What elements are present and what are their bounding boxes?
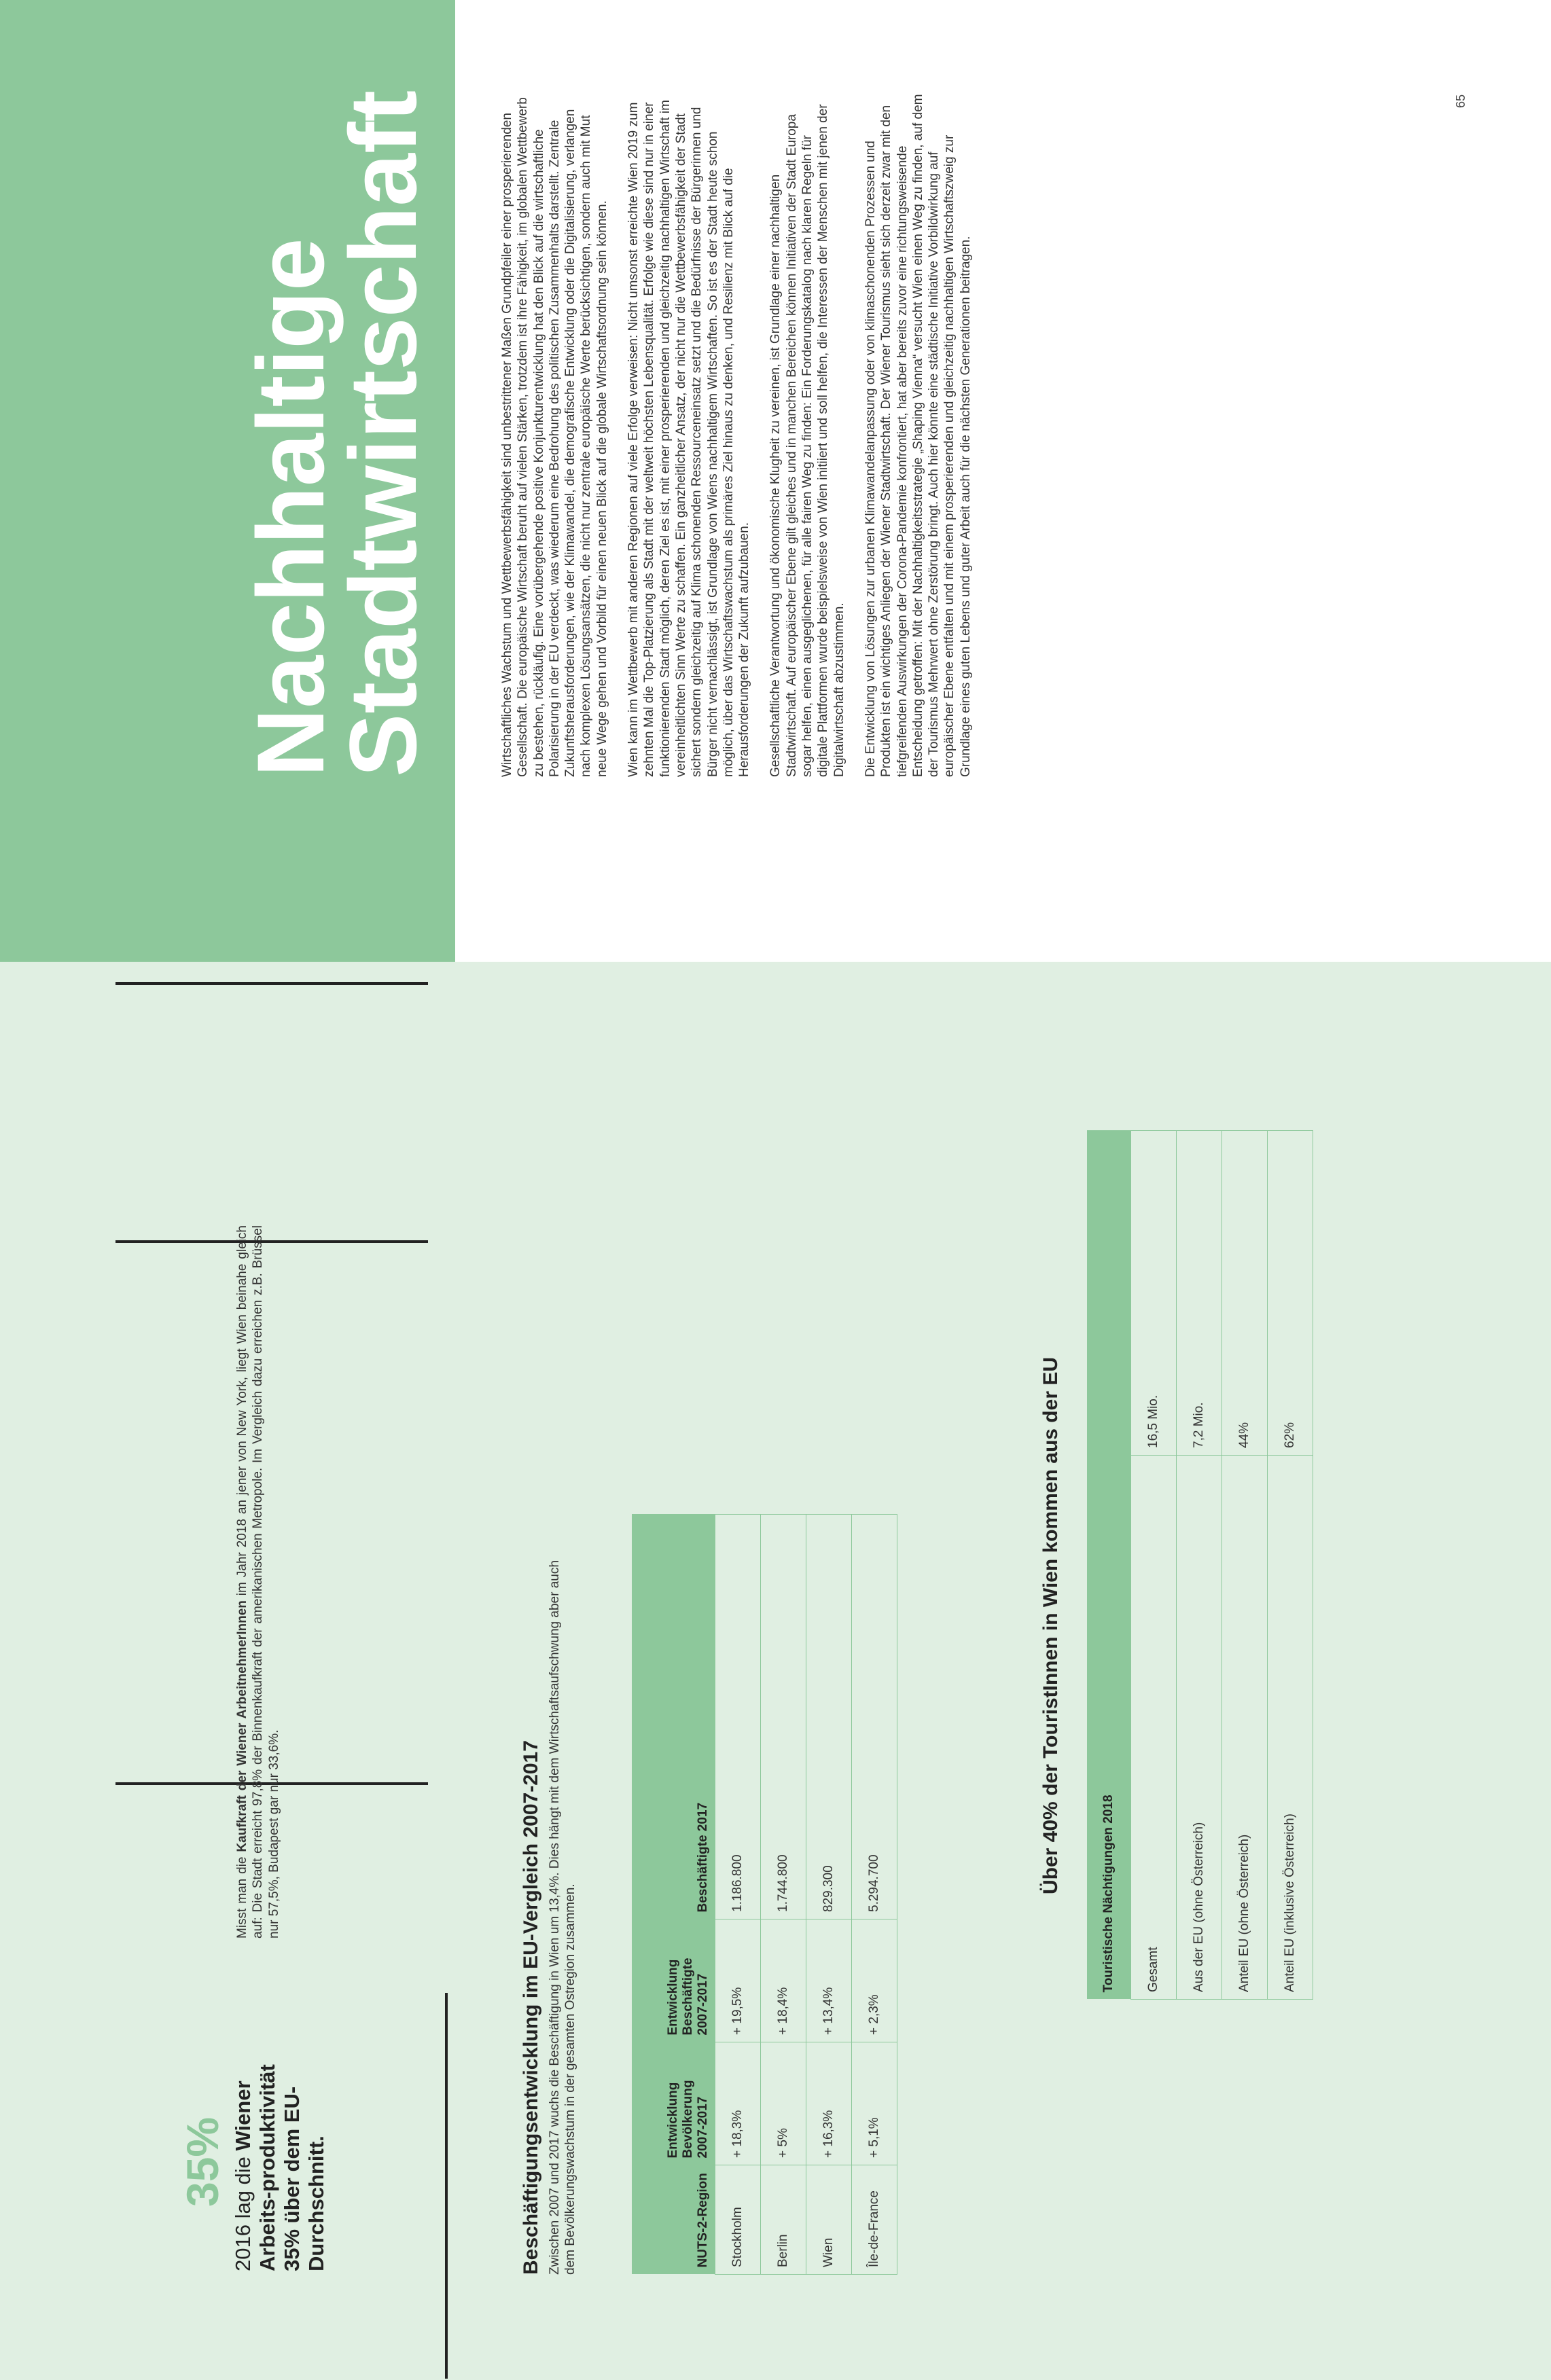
column-header: Beschäftigte 2017 xyxy=(632,1515,715,1919)
tourism-table xyxy=(1087,1130,1313,2000)
table-row xyxy=(1131,1131,1177,2000)
title-line-2: Stadtwirtschaft xyxy=(329,90,436,777)
highlight-statement-prefix: 2016 lag die xyxy=(231,2150,255,2271)
table-cell: 1.186.800 xyxy=(715,1515,761,1919)
table-cell: + 2,3% xyxy=(852,1919,897,2042)
table-cell: + 5% xyxy=(761,2042,806,2165)
highlight-number: 35% xyxy=(177,2116,228,2207)
table-cell: Anteil EU (inklusive Österreich) xyxy=(1268,1456,1313,2000)
table-cell: + 18,3% xyxy=(715,2042,761,2165)
employment-heading: Beschäftigungsentwicklung im EU-Vergleich 2007-2017 xyxy=(520,1740,542,2275)
table-cell: 829.300 xyxy=(806,1515,852,1919)
column-header: Touristische Nächtigungen 2018 xyxy=(1087,1131,1131,2000)
highlight-description-prefix: Misst man die xyxy=(235,1852,249,1939)
table-header-row xyxy=(632,1515,715,2275)
table-cell: Berlin xyxy=(761,2165,806,2275)
highlight-statement-bold: Wiener Arbeits-produktivität 35% über dem EU-Durchschnitt. xyxy=(231,2064,328,2271)
body-paragraph-2: Wien kann im Wettbewerb mit anderen Regionen auf viele Erfolge verweisen: Nicht umsonst erreichte Wien 2019 zum zehnten Mal die Top-Platzierung als Stadt mit der weltweit höchsten Lebensqualität. Erfolge wie diese sind nur in einer funktionierenden Stadt möglich, deren Ziel es ist, mit einer prosperierenden und gleichzeitig nachhaltigen Wirtschaft im vereinheitlichten Sinn Werte zu schaffen. Ein ganzheitlicher Ansatz, der nicht nur die Wettbewerbsfähigkeit der Stadt sichert sondern gleichzeitig auf Klima schonenden Ressourceneinsatz setzt und die Bedürfnisse der Bürgerinnen und Bürger nicht vernachlässigt, ist Grundlage von Wiens nachhaltigem Wirtschaften. So ist es der Stadt heute schon möglich, über das Wirtschaftswachstum als primäres Ziel hinaus zu denken, und Resilienz mit Blick auf die Herausforderungen der Zukunft aufzubauen. xyxy=(626,100,752,777)
highlight-description xyxy=(234,1225,282,1939)
column-header: Entwicklung Beschäftigte 2007-2017 xyxy=(632,1919,715,2042)
divider-line xyxy=(445,1993,448,2379)
table-cell: Stockholm xyxy=(715,2165,761,2275)
table-row xyxy=(1222,1131,1268,2000)
table-row xyxy=(715,1515,761,2275)
table-cell: Anteil EU (ohne Österreich) xyxy=(1222,1456,1268,2000)
table-cell: Wien xyxy=(806,2165,852,2275)
table-cell: + 5,1% xyxy=(852,2042,897,2165)
body-text xyxy=(499,91,989,777)
table-cell: 5.294.700 xyxy=(852,1515,897,1919)
table-cell: + 13,4% xyxy=(806,1919,852,2042)
highlight-statement xyxy=(231,2047,329,2271)
table-cell: + 16,3% xyxy=(806,2042,852,2165)
table-row xyxy=(761,1515,806,2275)
employment-description: Zwischen 2007 und 2017 wuchs die Beschäftigung in Wien um 13,4%. Dies hängt mit dem Wirtschaftsaufschwung aber auch dem Bevölkerungswachstum in der gesamten Ostregion zusammen. xyxy=(548,1560,577,2275)
table-header-row xyxy=(1087,1131,1131,2000)
highlight-description-bold: Kaufkraft der Wiener ArbeitnehmerInnen xyxy=(235,1600,249,1852)
employment-table xyxy=(632,1514,897,2275)
title-line-1: Nachhaltige xyxy=(237,238,344,777)
table-cell: 44% xyxy=(1222,1131,1268,1456)
table-cell: Île-de-France xyxy=(852,2165,897,2275)
highlight-description-suffix: im Jahr 2018 an jener von New York, liegt Wien beinahe gleich auf: Die Stadt erreicht 97,8% der Binnenkaufkraft der amerikanischen Metropole. Im Vergleich dazu erreichen z.B. Brüssel nur 57,5%, Budapest gar nur 33,6%. xyxy=(235,1225,281,1939)
tourism-heading: Über 40% der TouristInnen in Wien kommen aus der EU xyxy=(1039,1356,1062,1894)
table-cell: + 18,4% xyxy=(761,1919,806,2042)
table-row xyxy=(1177,1131,1222,2000)
body-paragraph-4: Die Entwicklung von Lösungen zur urbanen Klimawandelanpassung oder von klimaschonenden Prozessen und Produkten ist ein wichtiges Anliegen der Wiener Stadtwirtschaft. Der Wiener Tourismus sieht sich derzeit zwar mit den tiefgreifenden Auswirkungen der Corona-Pandemie konfrontiert, hat aber bereits zuvor eine richtungsweisende Entscheidung getroffen: Mit der Nachhaltigkeitsstrategie „Shaping Vienna“ versucht Wien einen Weg zu finden, auf dem der Tourismus Mehrwert ohne Zerstörung bringt. Auch hier könnte eine städtische Initiative Vorbildwirkung auf europäischer Ebene entfalten und mit einem prosperierenden und gleichzeitig nachhaltigen Wirtschaftszweig zur Grundlage eines guten Lebens und guter Arbeit auch für die nächsten Generationen beitragen. xyxy=(863,94,973,777)
table-cell: 62% xyxy=(1268,1131,1313,1456)
divider-line xyxy=(115,982,428,985)
column-header: NUTS-2-Region xyxy=(632,2165,715,2275)
table-cell: + 19,5% xyxy=(715,1919,761,2042)
table-row xyxy=(852,1515,897,2275)
page-title xyxy=(237,30,436,777)
table-cell: 1.744.800 xyxy=(761,1515,806,1919)
table-cell: Aus der EU (ohne Österreich) xyxy=(1177,1456,1222,2000)
page-number: 65 xyxy=(1454,94,1467,108)
table-row xyxy=(1268,1131,1313,2000)
body-paragraph-1: Wirtschaftliches Wachstum und Wettbewerbsfähigkeit sind unbestrittener Maßen Grundpfeiler einer prosperierenden Gesellschaft. Die europäische Wirtschaft beruht auf vielen Stärken, trotzdem ist ihre Fähigkeit, im globalen Wettbewerb zu bestehen, rückläufig. Eine vorübergehende positive Konjunkturentwicklung hat den Blick auf die wirtschaftliche Polarisierung in der EU verdeckt, was wiederum eine Bedrohung des politischen Zusammenhalts darstellt. Zentrale Zukunftsherausforderungen, wie der Klimawandel, die demografische Entwicklung oder die Digitalisierung, verlangen nach komplexen Lösungsansätzen, die nicht nur zentrale europäische Werte berücksichtigen, sondern auch mit Mut neue Wege gehen und Vorbild für einen neuen Blick auf die globale Wirtschaftsordnung sein können. xyxy=(500,97,609,777)
table-cell: Gesamt xyxy=(1131,1456,1177,2000)
body-paragraph-3: Gesellschaftliche Verantwortung und ökonomische Klugheit zu vereinen, ist Grundlage einer nachhaltigen Stadtwirtschaft. Auf europäischer Ebene gilt gleiches und in manchen Bereichen können Initiativen der Stadt Europa sogar helfen, einen ausgeglichenen, für alle fairen Weg zu finden: Ein Forderungskatalog nach klaren Regeln für digitale Plattformen wurde beispielsweise von Wien initiiert und soll helfen, die Interessen der Menschen mit jenen der Digitalwirtschaft abzustimmen. xyxy=(768,104,846,777)
table-cell: 7,2 Mio. xyxy=(1177,1131,1222,1456)
table-cell: 16,5 Mio. xyxy=(1131,1131,1177,1456)
table-row xyxy=(806,1515,852,2275)
column-header: Entwicklung Bevölkerung 2007-2017 xyxy=(632,2042,715,2165)
